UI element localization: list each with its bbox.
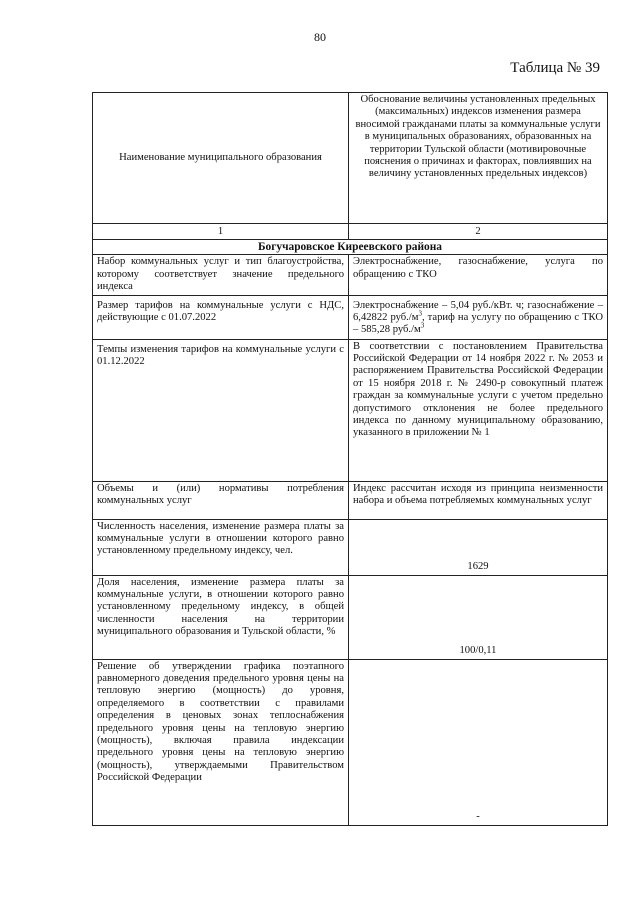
- table-row: [93, 339, 608, 481]
- row-value: Электроснабжение, газоснабжение, услуга по обращению с ТКО: [349, 255, 608, 295]
- tariff-justification-table: [92, 92, 608, 826]
- column-number-row: [93, 224, 608, 240]
- table-row: [93, 519, 608, 575]
- table-row: [93, 481, 608, 519]
- page-number: 80: [314, 30, 326, 44]
- region-title: Богучаровское Киреевского района: [93, 240, 608, 255]
- table-header-row: [93, 93, 608, 224]
- tariff-superscript-2: 3: [420, 321, 425, 330]
- region-row: [93, 240, 608, 255]
- header-justification: Обоснование величины установленных предельных (максимальных) индексов изменения размера вносимой гражданами платы за коммунальные услуги в муниципальных образованиях, образованных на территории Тульской области (мотивировочные пояснения о причинах и факторах, повлиявших на величину установленных предельных индексов): [349, 93, 608, 224]
- row-label: Темпы изменения тарифов на коммунальные услуги с 01.12.2022: [93, 339, 349, 481]
- tariff-superscript-1: 3: [418, 309, 422, 318]
- tariff-text-part1: Электроснабжение – 5,04 руб./кВт. ч; газоснабжение – 6,42822 руб./м: [353, 299, 603, 324]
- row-label: Численность населения, изменение размера платы за коммунальные услуги в отношении которого равно установленному предельному индексу, чел.: [93, 519, 349, 575]
- header-municipality: [93, 93, 349, 224]
- row-label: Объемы и (или) нормативы потребления коммунальных услуг: [93, 481, 349, 519]
- row-value: Индекс рассчитан исходя из принципа неизменности набора и объема потребляемых коммунальных услуг: [349, 481, 608, 519]
- row-value: 100/0,11: [349, 575, 608, 659]
- row-label: Доля населения, изменение размера платы за коммунальные услуги, в отношении которого равно установленному предельному индексу, в общей численности населения на территории муниципального образования и Тульской области, %: [93, 575, 349, 659]
- row-label: Размер тарифов на коммунальные услуги с НДС, действующие с 01.07.2022: [93, 295, 349, 339]
- row-value: В соответствии с постановлением Правительства Российской Федерации от 14 ноября 2022 г. № 2053 и распоряжением Правительства Российской Федерации от 15 ноября 2018 г. № 2490-р совокупный платеж граждан за коммунальные услуги с учетом предельно допустимого отклонения не более предельного индекса по данному муниципальному образованию, указанного в приложении № 1: [349, 339, 608, 481]
- tariff-text-part2: , тариф на услугу по обращению с ТКО – 585,28 руб./м: [353, 312, 604, 336]
- column-number-1: 1: [93, 224, 349, 240]
- header-municipality-text: Наименование муниципального образования: [119, 151, 322, 163]
- table-row: [93, 295, 608, 339]
- table-row: [93, 255, 608, 295]
- row-value: 1629: [349, 519, 608, 575]
- row-value: [349, 295, 608, 339]
- column-number-2: 2: [349, 224, 608, 240]
- table-row: [93, 575, 608, 659]
- table-caption: Таблица № 39: [510, 60, 600, 76]
- row-value: -: [349, 659, 608, 825]
- row-label: Набор коммунальных услуг и тип благоустройства, которому соответствует значение предельного индекса: [93, 255, 349, 295]
- row-label: Решение об утверждении графика поэтапного равномерного доведения предельного уровня цены на тепловую энергию (мощность) до уровня, определяемого в соответствии с правилами определения в ценовых зонах теплоснабжения предельного уровня цены на тепловую энергию (мощность), включая правила индексации предельного уровня цены на тепловую энергию (мощность), утверждаемыми Правительством Российской Федерации: [93, 659, 349, 825]
- table-row: [93, 659, 608, 825]
